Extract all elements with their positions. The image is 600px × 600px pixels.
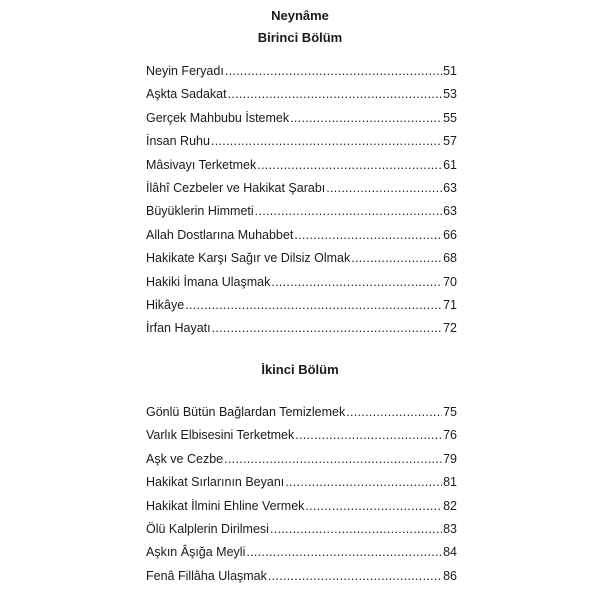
dot-leader — [346, 401, 442, 424]
book-title: Neynâme — [271, 8, 329, 23]
dot-leader — [285, 471, 442, 494]
toc-list-birinci — [146, 60, 457, 341]
entry-title: Aşkın Âşığa Meyli — [146, 545, 246, 560]
entry-page-number: 75 — [443, 405, 457, 419]
toc-entry — [146, 518, 457, 541]
entry-title: Aşkta Sadakat — [146, 87, 227, 102]
dot-leader — [271, 271, 442, 294]
entry-page-number: 61 — [443, 157, 457, 172]
toc-entry — [146, 448, 457, 471]
entry-title: Neyin Feryadı — [146, 64, 224, 78]
entry-title: Ölü Kalplerin Dirilmesi — [146, 521, 269, 536]
toc-entry — [146, 317, 457, 340]
entry-title: Hakiki İmana Ulaşmak — [146, 274, 271, 289]
toc-entry — [146, 565, 457, 588]
entry-page-number: 66 — [443, 227, 457, 242]
entry-page-number: 68 — [443, 251, 457, 266]
dot-leader — [224, 448, 442, 471]
toc-entry — [146, 200, 457, 223]
toc-entry — [146, 224, 457, 247]
entry-title: Hakikat Sırlarının Beyanı — [146, 475, 285, 490]
dot-leader — [326, 177, 442, 200]
entry-title: İnsan Ruhu — [146, 134, 210, 149]
entry-page-number: 55 — [443, 110, 457, 125]
toc-entry — [146, 541, 457, 564]
dot-leader — [185, 294, 442, 317]
entry-page-number: 76 — [443, 428, 457, 443]
toc-entry — [146, 271, 457, 294]
dot-leader — [290, 107, 442, 130]
entry-title: Büyüklerin Himmeti — [146, 204, 254, 219]
entry-title: Hakikat İlmini Ehline Vermek — [146, 498, 305, 513]
entry-title: Aşk ve Cezbe — [146, 451, 224, 466]
dot-leader — [257, 154, 442, 177]
entry-page-number: 72 — [443, 321, 457, 336]
toc-entry — [146, 83, 457, 106]
entry-title: Varlık Elbisesini Terketmek — [146, 428, 295, 443]
entry-page-number: 51 — [443, 64, 457, 78]
entry-page-number: 53 — [443, 87, 457, 102]
entry-title: Mâsivayı Terketmek — [146, 157, 257, 172]
toc-entry — [146, 154, 457, 177]
dot-leader — [225, 60, 442, 83]
toc-entry — [146, 60, 457, 83]
entry-title: İrfan Hayatı — [146, 321, 211, 336]
entry-title: Gönlü Bütün Bağlardan Temizlemek — [146, 405, 346, 419]
entry-page-number: 71 — [443, 297, 457, 312]
dot-leader — [246, 541, 442, 564]
entry-title: Gerçek Mahbubu İstemek — [146, 110, 290, 125]
dot-leader — [268, 565, 442, 588]
entry-page-number: 63 — [443, 204, 457, 219]
entry-title: Fenâ Fillâha Ulaşmak — [146, 568, 267, 583]
toc-entry — [146, 177, 457, 200]
entry-page-number: 57 — [443, 134, 457, 149]
dot-leader — [255, 200, 442, 223]
toc-entry — [146, 107, 457, 130]
dot-leader — [212, 317, 442, 340]
entry-page-number: 63 — [443, 180, 457, 195]
entry-page-number: 83 — [443, 521, 457, 536]
dot-leader — [305, 495, 442, 518]
entry-page-number: 81 — [443, 475, 457, 490]
toc-entry — [146, 130, 457, 153]
dot-leader — [351, 247, 442, 270]
dot-leader — [228, 83, 442, 106]
section-title-birinci: Birinci Bölüm — [257, 30, 343, 45]
dot-leader — [295, 424, 442, 447]
entry-page-number: 84 — [443, 545, 457, 560]
toc-entry — [146, 294, 457, 317]
entry-title: Hakikate Karşı Sağır ve Dilsiz Olmak — [146, 251, 351, 266]
entry-page-number: 86 — [443, 568, 457, 583]
toc-entry — [146, 401, 457, 424]
toc-entry — [146, 424, 457, 447]
toc-entry — [146, 495, 457, 518]
dot-leader — [294, 224, 442, 247]
entry-title: Hikâye — [146, 297, 185, 312]
dot-leader — [211, 130, 442, 153]
toc-list-ikinci — [146, 401, 457, 588]
entry-page-number: 70 — [443, 274, 457, 289]
toc-entry — [146, 247, 457, 270]
entry-title: İlâhî Cezbeler ve Hakikat Şarabı — [146, 180, 326, 195]
entry-title: Allah Dostlarına Muhabbet — [146, 227, 294, 242]
dot-leader — [270, 518, 442, 541]
section-title-ikinci: İkinci Bölüm — [261, 362, 339, 377]
toc-entry — [146, 471, 457, 494]
entry-page-number: 82 — [443, 498, 457, 513]
entry-page-number: 79 — [443, 451, 457, 466]
